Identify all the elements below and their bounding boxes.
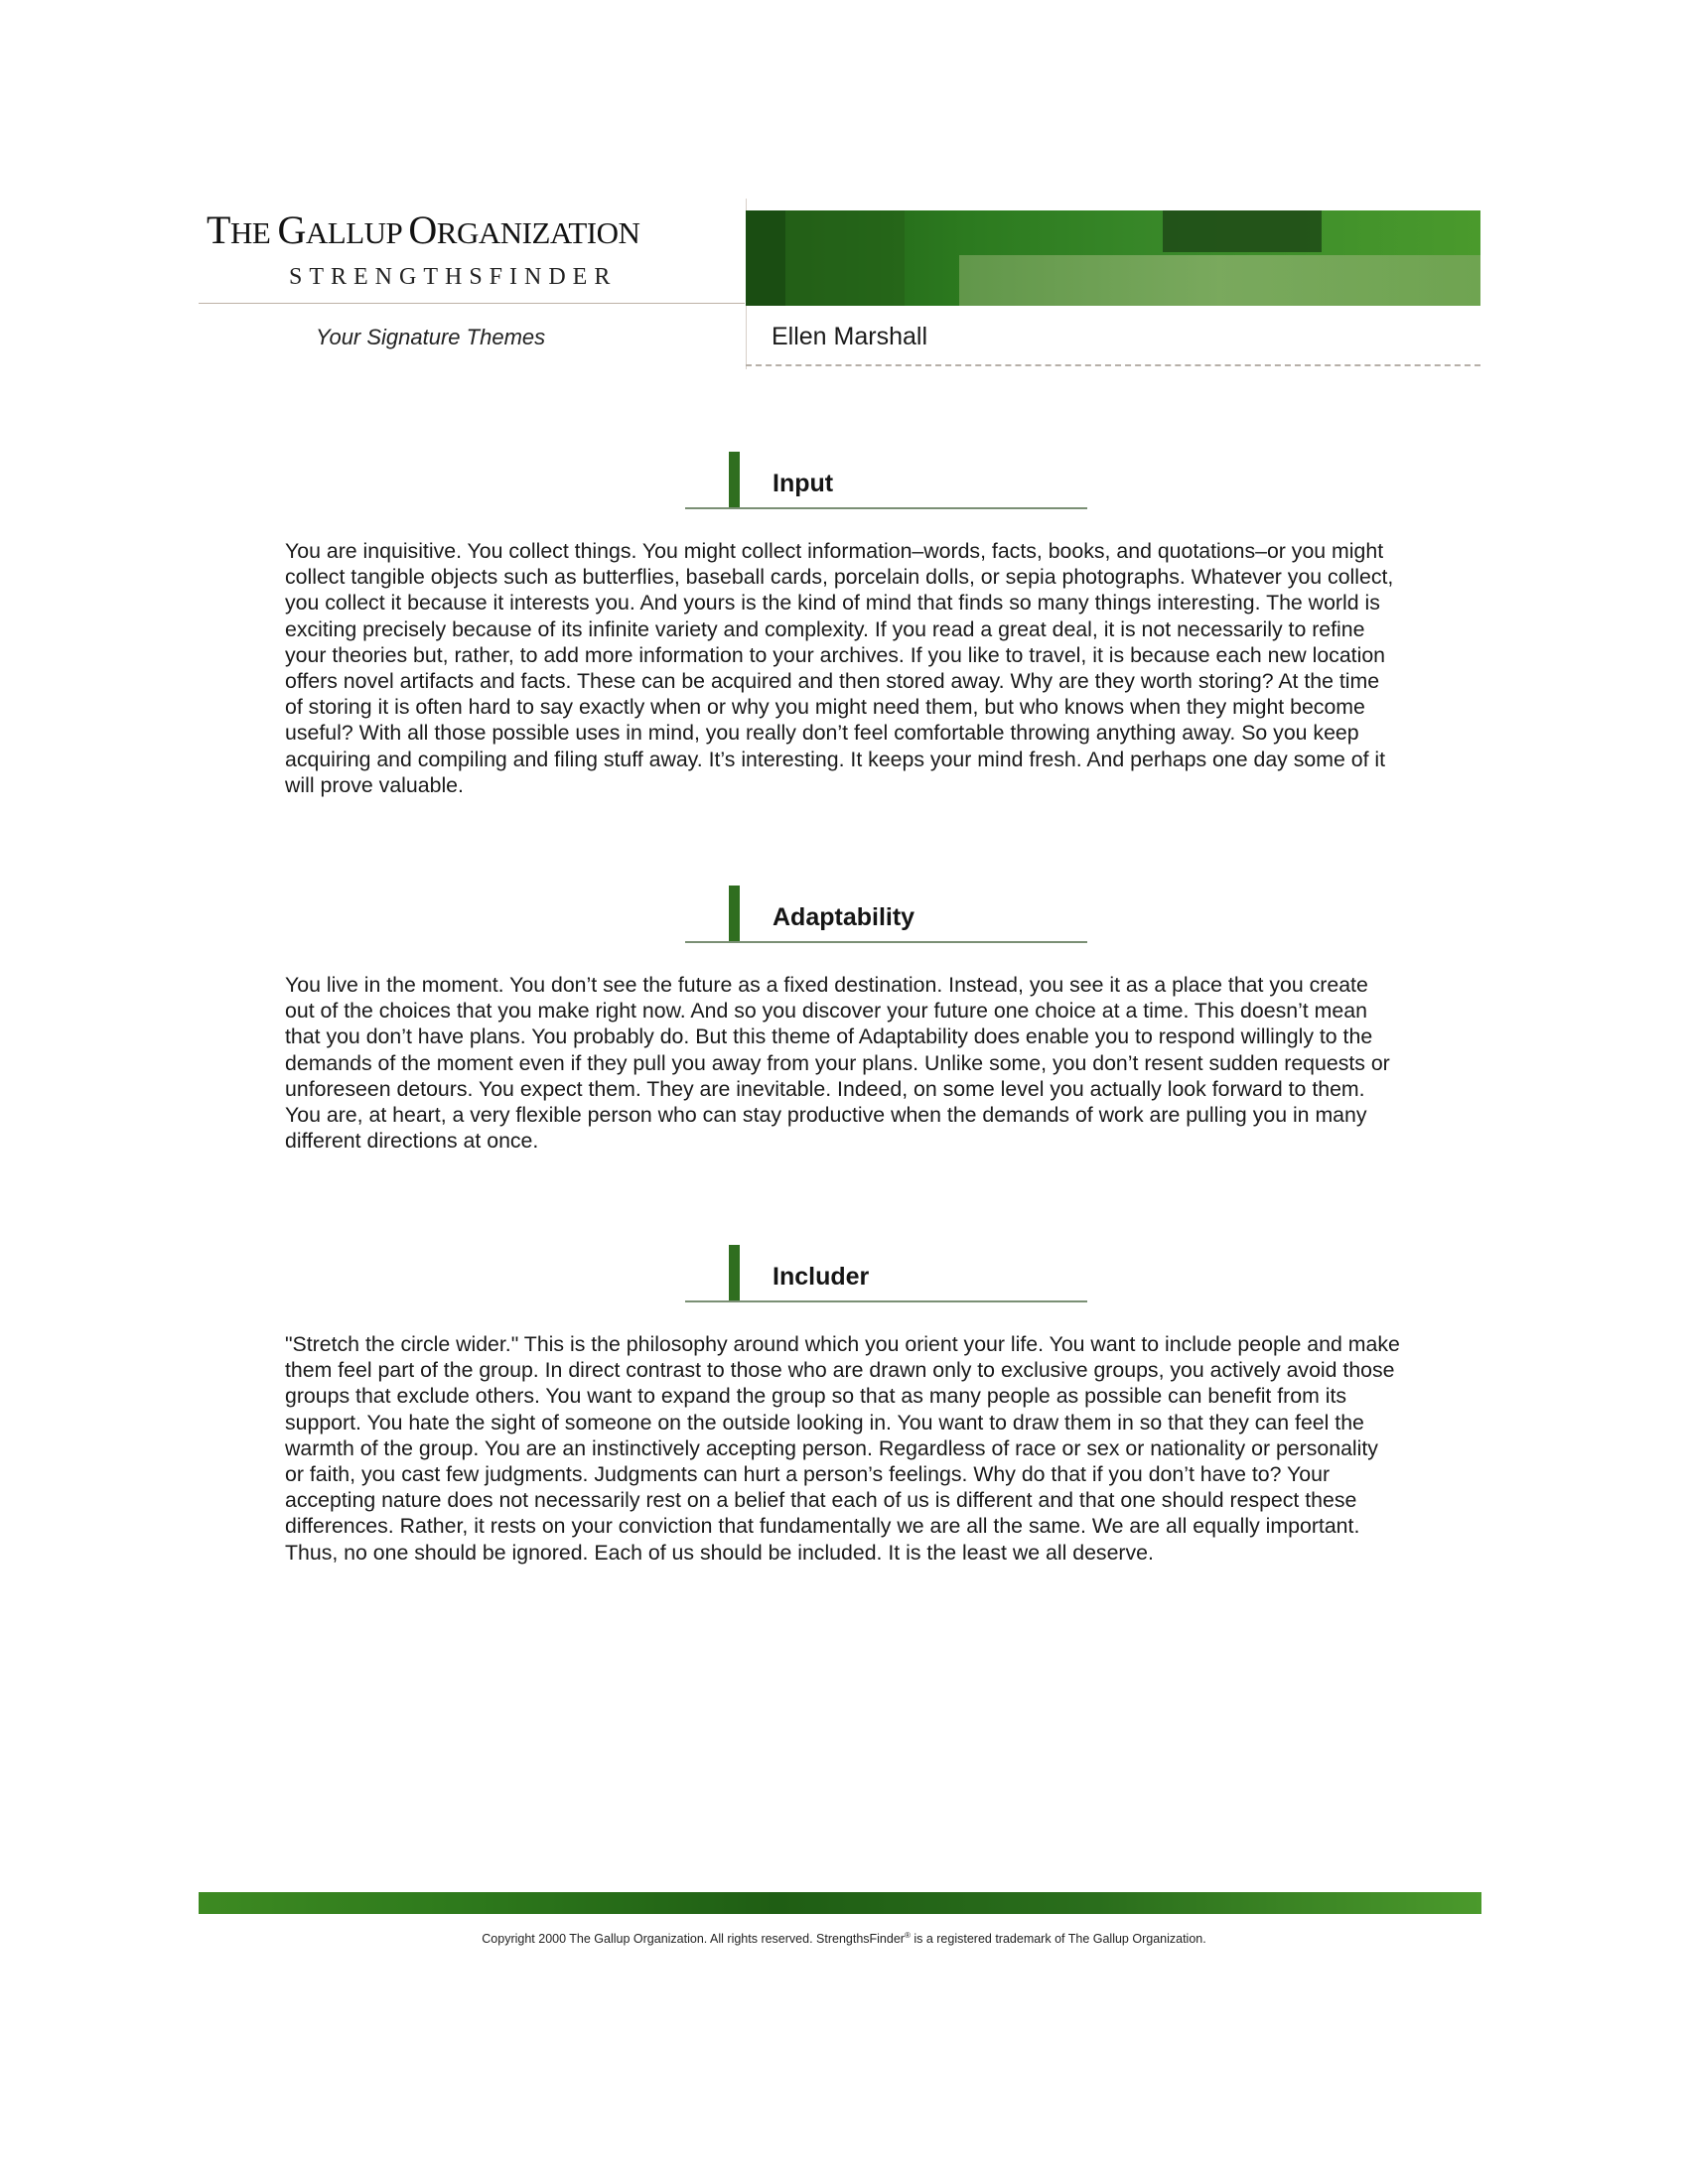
- theme-heading: [685, 886, 1087, 945]
- theme-title: Adaptability: [773, 903, 915, 931]
- org-name-part: ALLUP: [305, 215, 409, 250]
- theme-description: You live in the moment. You don’t see the future as a fixed destination. Instead, you see it as a place that you create out of the choices that you make right now. And so you discover your future one choice at a time. This doesn’t mean that you don’t have plans. You probably do. But this theme of Adaptability does enable you to respond willingly to the demands of the moment even if they pull you away from your plans. Unlike some, you don’t resent sudden requests or unforeseen detours. You expect them. They are inevitable. Indeed, on some level you actually look forward to them. You are, at heart, a very flexible person who can stay productive when the demands of work are pulling you in many different directions at once.: [285, 973, 1390, 1154]
- theme-marker: [729, 452, 740, 507]
- org-name-part: RGANIZATION: [436, 215, 640, 250]
- copyright-text: is a registered trademark of The Gallup Organization.: [910, 1932, 1206, 1947]
- theme-description: You are inquisitive. You collect things. You might collect information–words, facts, books, and quotations–or you might collect tangible objects such as butterflies, baseball cards, porcelain dolls, or sepia photographs. Whatever you collect, you collect it because it interests you. And yours is the kind of mind that finds so many things interesting. The world is exciting precisely because of its infinite variety and complexity. If you read a great deal, it is not necessarily to refine your theories but, rather, to add more information to your archives. If you like to travel, it is because each new location offers novel artifacts and facts. These can be acquired and then stored away. Why are they worth storing? At the time of storing it is often hard to say exactly when or why you might need them, but who knows when they might become useful? With all those possible uses in mind, you really don’t feel comfortable throwing anything away. So you keep acquiring and compiling and filing stuff away. It’s interesting. It keeps your mind fresh. And perhaps one day some of it will prove valuable.: [285, 539, 1394, 797]
- theme-title: Input: [773, 470, 834, 497]
- theme-description: "Stretch the circle wider." This is the philosophy around which you orient your life. You want to include people and make them feel part of the group. In direct contrast to those who are drawn only to exclusive groups, you actively avoid those groups that exclude others. You want to expand the group so that as many people as possible can benefit from its support. You hate the sight of someone on the outside looking in. You want to draw them in so that they can feel the warmth of the group. You are an instinctively accepting person. Regardless of race or sex or nationality or personality or faith, you cast few judgments. Judgments can hurt a person’s feelings. Why do that if you don’t have to? Your accepting nature does not necessarily rest on a belief that each of us is different and that one should respect these differences. Rather, it rests on your conviction that fundamentally we are all the same. We are all equally important. Thus, no one should be ignored. Each of us should be included. It is the least we all deserve.: [285, 1332, 1400, 1565]
- theme-marker: [729, 1245, 740, 1300]
- copyright-text: Copyright 2000 The Gallup Organization. All rights reserved. StrengthsFinder: [482, 1932, 905, 1947]
- header-divider: [199, 303, 745, 304]
- org-name-part: HE: [229, 215, 278, 250]
- header-green-banner: [746, 210, 1480, 306]
- org-logo-text: [207, 206, 639, 253]
- person-name: Ellen Marshall: [772, 323, 928, 350]
- product-name: STRENGTHSFINDER: [289, 264, 618, 290]
- theme-heading: [685, 1245, 1087, 1304]
- theme-heading: [685, 452, 1087, 511]
- name-underline: [746, 364, 1480, 366]
- footer-green-banner: [199, 1892, 1481, 1914]
- org-name-part: O: [408, 207, 437, 252]
- registered-mark: ®: [904, 1931, 911, 1940]
- org-name-part: G: [277, 207, 306, 252]
- theme-heading-rule: [685, 941, 1087, 943]
- copyright-notice: [0, 1931, 1688, 1946]
- theme-heading-rule: [685, 507, 1087, 509]
- theme-marker: [729, 886, 740, 941]
- report-subtitle: Your Signature Themes: [316, 325, 546, 349]
- page-header: [0, 0, 1688, 377]
- theme-heading-rule: [685, 1300, 1087, 1302]
- org-name-part: T: [207, 207, 230, 252]
- theme-title: Includer: [773, 1263, 870, 1291]
